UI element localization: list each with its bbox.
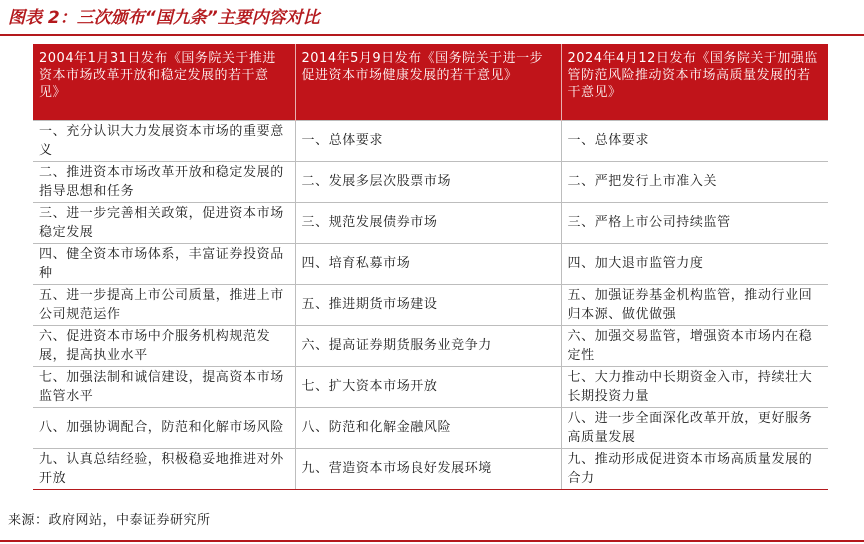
cell-2014: 七、扩大资本市场开放 (295, 366, 561, 407)
cell-2024: 八、进一步全面深化改革开放，更好服务高质量发展 (561, 407, 828, 448)
table-row (33, 407, 828, 448)
bottom-divider (0, 540, 864, 542)
table-row (33, 325, 828, 366)
cell-2014: 九、营造资本市场良好发展环境 (295, 448, 561, 489)
title-divider (0, 34, 864, 36)
figure-title: 图表 2：三次颁布“国九条”主要内容对比 (8, 8, 320, 28)
source-note: 来源：政府网站，中泰证券研究所 (8, 513, 211, 528)
cell-2024: 四、加大退市监管力度 (561, 243, 828, 284)
cell-2024: 五、加强证券基金机构监管，推动行业回归本源、做优做强 (561, 284, 828, 325)
table-row (33, 448, 828, 489)
cell-2024: 二、严把发行上市准入关 (561, 161, 828, 202)
cell-2014: 一、总体要求 (295, 120, 561, 161)
cell-2024: 六、加强交易监管，增强资本市场内在稳定性 (561, 325, 828, 366)
cell-2014: 三、规范发展债券市场 (295, 202, 561, 243)
table-row (33, 366, 828, 407)
cell-2004: 五、进一步提高上市公司质量，推进上市公司规范运作 (33, 284, 295, 325)
header-row (33, 44, 828, 120)
cell-2014: 五、推进期货市场建设 (295, 284, 561, 325)
cell-2004: 三、进一步完善相关政策，促进资本市场稳定发展 (33, 202, 295, 243)
cell-2014: 八、防范和化解金融风险 (295, 407, 561, 448)
header-2014: 2014年5月9日发布《国务院关于进一步促进资本市场健康发展的若干意见》 (295, 44, 561, 120)
table-row (33, 202, 828, 243)
cell-2004: 一、充分认识大力发展资本市场的重要意义 (33, 120, 295, 161)
cell-2004: 四、健全资本市场体系，丰富证券投资品种 (33, 243, 295, 284)
comparison-table (33, 44, 828, 490)
cell-2004: 二、推进资本市场改革开放和稳定发展的指导思想和任务 (33, 161, 295, 202)
cell-2024: 一、总体要求 (561, 120, 828, 161)
table-row (33, 284, 828, 325)
header-2004: 2004年1月31日发布《国务院关于推进资本市场改革开放和稳定发展的若干意见》 (33, 44, 295, 120)
cell-2024: 三、严格上市公司持续监管 (561, 202, 828, 243)
header-2024: 2024年4月12日发布《国务院关于加强监管防范风险推动资本市场高质量发展的若干意见》 (561, 44, 828, 120)
cell-2004: 八、加强协调配合，防范和化解市场风险 (33, 407, 295, 448)
table-row (33, 120, 828, 161)
cell-2024: 九、推动形成促进资本市场高质量发展的合力 (561, 448, 828, 489)
cell-2014: 二、发展多层次股票市场 (295, 161, 561, 202)
cell-2024: 七、大力推动中长期资金入市，持续壮大长期投资力量 (561, 366, 828, 407)
cell-2004: 九、认真总结经验，积极稳妥地推进对外开放 (33, 448, 295, 489)
cell-2014: 四、培育私募市场 (295, 243, 561, 284)
table-row (33, 243, 828, 284)
table-row (33, 161, 828, 202)
cell-2004: 六、促进资本市场中介服务机构规范发展，提高执业水平 (33, 325, 295, 366)
cell-2004: 七、加强法制和诚信建设，提高资本市场监管水平 (33, 366, 295, 407)
cell-2014: 六、提高证券期货服务业竞争力 (295, 325, 561, 366)
